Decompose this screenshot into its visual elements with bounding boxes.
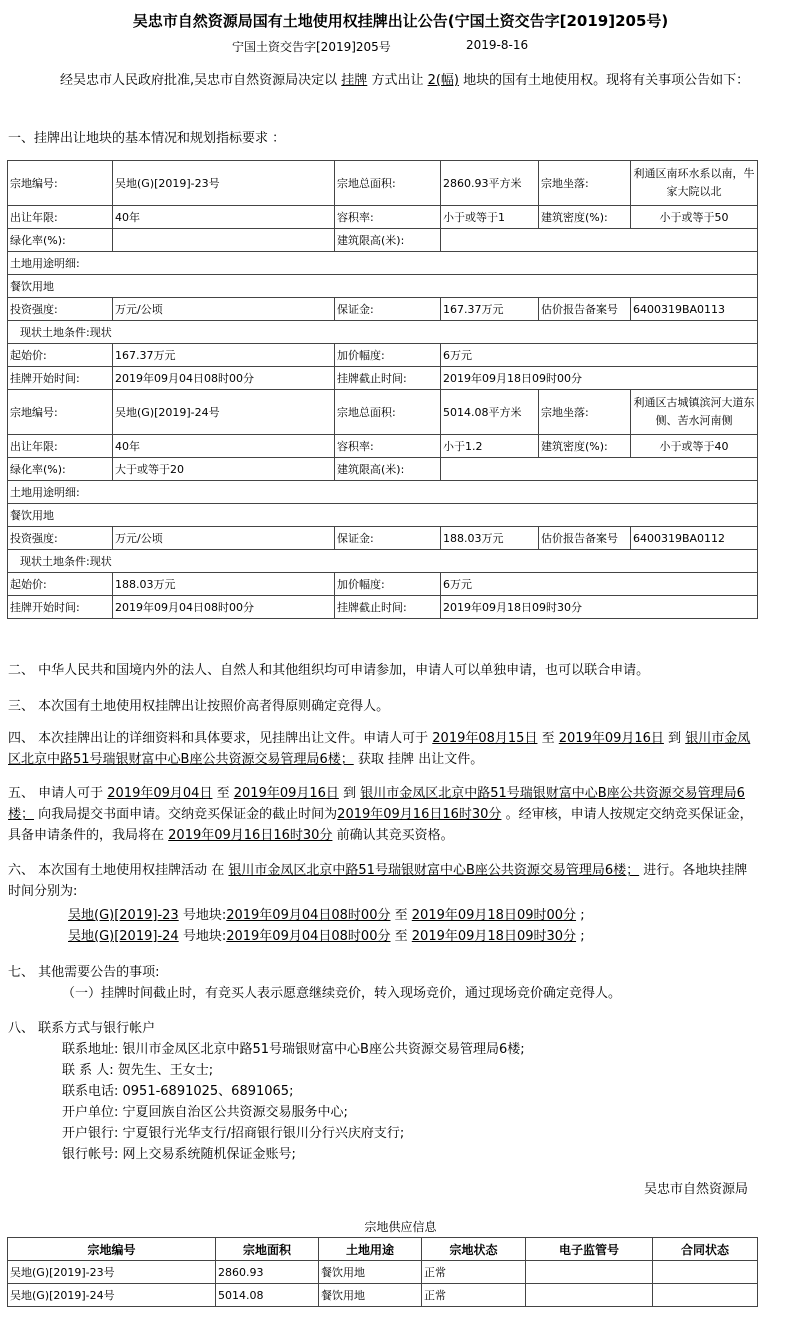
parcel-23-block [8, 161, 758, 390]
table-cell: 正常 [422, 1261, 526, 1284]
table-cell: 绿化率(%): [8, 229, 113, 252]
table-cell: 起始价: [8, 573, 113, 596]
table-cell: 2019年09月04日08时00分 [113, 596, 335, 619]
section-4 [8, 728, 760, 770]
table-cell: 现状土地条件:现状 [8, 321, 758, 344]
listing-time-row [68, 904, 585, 923]
inline-text: 2019年08月15日 [432, 731, 538, 746]
table-cell: 小于1.2 [441, 435, 539, 458]
table-cell: 挂牌截止时间: [335, 596, 441, 619]
inline-text: 2019年09月18日09时30分 [411, 929, 577, 944]
table-cell: 宗地总面积: [335, 161, 441, 206]
inline-text: 地块的国有土地使用权。现将有关事项公告如下： [463, 73, 750, 88]
table-section [8, 435, 758, 458]
table-section [8, 206, 758, 229]
section-2: 二、 中华人民共和国境内外的法人、自然人和其他组织均可申请参加，申请人可以单独申请，也可以联合申请。 [8, 663, 650, 678]
inline-text: 。经审核，申请人按规定交纳竞买保证金，具备申请条件的，我局将在 [8, 807, 753, 843]
doc-date: 2019-8-16 [466, 38, 529, 52]
table-cell [653, 1261, 758, 1284]
inline-text: 2019年09月16日16时30分 [337, 807, 502, 822]
inline-text: 获取 [357, 752, 384, 767]
table-cell: 保证金: [335, 527, 441, 550]
table-cell: 挂牌开始时间: [8, 596, 113, 619]
inline-text: 至 [216, 786, 230, 801]
table-cell: 建筑限高(米): [335, 458, 441, 481]
parcel-table [7, 160, 758, 619]
table-cell: 6万元 [441, 344, 758, 367]
table-cell: 建筑密度(%): [539, 206, 631, 229]
table-cell: 估价报告备案号 [539, 527, 631, 550]
table-section [8, 367, 758, 390]
inline-text: 经吴忠市人民政府批准,吴忠市自然资源局决定以 [60, 73, 338, 88]
table-row [8, 1261, 758, 1284]
inline-text: 银川市金凤区北京中路51号瑞银财富中心B座公共资源交易管理局6楼； [8, 731, 751, 767]
inline-text: 吴地(G)[2019]-23 [68, 908, 179, 923]
table-section [8, 458, 758, 481]
table-section [8, 275, 758, 298]
inline-text: 到 [343, 786, 357, 801]
page-title: 吴忠市自然资源局国有土地使用权挂牌出让公告(宁国土资交告字[2019]205号) [132, 12, 669, 30]
parcel-location: 利通区古城镇滨河大道东侧、苦水河南侧 [631, 390, 758, 435]
table-cell: 餐饮用地 [319, 1284, 422, 1307]
parcel-start-price: 167.37万元 [113, 344, 335, 367]
signature: 吴忠市自然资源局 [644, 1182, 749, 1197]
intro-paragraph [8, 70, 760, 91]
table-cell: 40年 [113, 206, 335, 229]
inline-text: ; [580, 929, 585, 944]
supply-title: 宗地供应信息 [364, 1220, 437, 1234]
table-cell: 40年 [113, 435, 335, 458]
table-section [8, 252, 758, 275]
parcel-deposit: 167.37万元 [441, 298, 539, 321]
account-bank: 开户银行: 宁夏银行光华支行/招商银行银川分行兴庆府支行; [62, 1126, 405, 1141]
table-cell: 投资强度: [8, 298, 113, 321]
inline-text: 2019年09月18日09时00分 [411, 908, 577, 923]
table-cell: 2019年09月18日09时00分 [441, 367, 758, 390]
section-7-item: （一）挂牌时间截止时，有竞买人表示愿意继续竞价，转入现场竞价，通过现场竞价确定竞得人。 [62, 986, 622, 1001]
table-section [8, 344, 758, 367]
inline-text: 挂牌 [341, 73, 368, 88]
table-cell: 出让年限: [8, 206, 113, 229]
inline-text: 到 [668, 731, 682, 746]
table-section [8, 161, 758, 206]
table-cell [526, 1284, 653, 1307]
table-cell: 小于或等于50 [631, 206, 758, 229]
parcel-location: 利通区南环水系以南，牛家大院以北 [631, 161, 758, 206]
inline-text: 吴地(G)[2019]-24 [68, 929, 179, 944]
table-cell: 6400319BA0113 [631, 298, 758, 321]
account-unit: 开户单位: 宁夏回族自治区公共资源交易服务中心; [62, 1105, 348, 1120]
inline-text: 2019年09月04日08时00分 [226, 908, 391, 923]
table-cell: 6400319BA0112 [631, 527, 758, 550]
parcel-no: 吴地(G)[2019]-24号 [113, 390, 335, 435]
table-cell: 土地用途明细: [8, 252, 758, 275]
table-cell: 建筑密度(%): [539, 435, 631, 458]
inline-text: 号地块: [182, 929, 227, 944]
inline-text: 向我局提交书面申请。交纳竞买保证金的截止时间为 [38, 807, 338, 822]
table-section [8, 550, 758, 573]
table-cell: 挂牌截止时间: [335, 367, 441, 390]
table-cell: 宗地坐落: [539, 390, 631, 435]
inline-text: 至 [394, 908, 408, 923]
section-5 [8, 783, 760, 846]
table-cell: 万元/公顷 [113, 298, 335, 321]
table-cell: 起始价: [8, 344, 113, 367]
parcel-24-block [8, 390, 758, 619]
inline-text: 至 [394, 929, 408, 944]
table-header-cell: 合同状态 [653, 1238, 758, 1261]
inline-text: 银川市金凤区北京中路51号瑞银财富中心B座公共资源交易管理局6楼； [228, 863, 640, 878]
table-cell: 建筑限高(米): [335, 229, 441, 252]
table-cell: 餐饮用地 [319, 1261, 422, 1284]
table-cell: 估价报告备案号 [539, 298, 631, 321]
table-cell: 挂牌开始时间: [8, 367, 113, 390]
table-cell: 大于或等于20 [113, 458, 335, 481]
table-cell: 绿化率(%): [8, 458, 113, 481]
inline-text: 四、 本次挂牌出让的详细资料和具体要求，见挂牌出让文件。申请人可于 [8, 731, 429, 746]
table-cell [113, 229, 335, 252]
table-cell: 容积率: [335, 206, 441, 229]
table-cell: 宗地编号: [8, 390, 113, 435]
inline-text: 前确认其竞买资格。 [336, 828, 454, 843]
table-cell: 小于或等于40 [631, 435, 758, 458]
table-cell [441, 229, 758, 252]
inline-text: 进行。各地块挂牌时间分别为: [8, 863, 748, 899]
table-cell: 吴地(G)[2019]-24号 [8, 1284, 216, 1307]
table-section [8, 504, 758, 527]
table-cell: 小于或等于1 [441, 206, 539, 229]
table-cell: 出让年限: [8, 435, 113, 458]
table-cell: 土地用途明细: [8, 481, 758, 504]
table-row [8, 1284, 758, 1307]
table-cell [441, 458, 758, 481]
table-header-cell: 宗地状态 [422, 1238, 526, 1261]
table-cell: 6万元 [441, 573, 758, 596]
table-cell: 2860.93 [216, 1261, 319, 1284]
inline-text: 方式出让 [371, 73, 424, 88]
table-section [8, 481, 758, 504]
table-header-cell: 宗地编号 [8, 1238, 216, 1261]
inline-text: 至 [541, 731, 555, 746]
section-6 [8, 860, 760, 902]
table-cell: 宗地总面积: [335, 390, 441, 435]
table-cell: 加价幅度: [335, 573, 441, 596]
table-section [8, 573, 758, 596]
parcel-use: 餐饮用地 [8, 504, 758, 527]
table-cell: 加价幅度: [335, 344, 441, 367]
section-3: 三、 本次国有土地使用权挂牌出让按照价高者得原则确定竞得人。 [8, 699, 390, 714]
inline-text: 挂牌 [388, 752, 415, 767]
table-cell: 2019年09月04日08时00分 [113, 367, 335, 390]
inline-text: ; [580, 908, 585, 923]
table-section [8, 1238, 758, 1307]
inline-text: 2019年09月16日16时30分 [168, 828, 333, 843]
section-1-title: 一、挂牌出让地块的基本情况和规划指标要求 ： [8, 131, 286, 146]
parcel-start-price: 188.03万元 [113, 573, 335, 596]
contact-phone: 联系电话: 0951-6891025、6891065; [62, 1084, 294, 1099]
parcel-deposit: 188.03万元 [441, 527, 539, 550]
parcel-no: 吴地(G)[2019]-23号 [113, 161, 335, 206]
supply-header-row [8, 1238, 758, 1261]
table-header-cell: 土地用途 [319, 1238, 422, 1261]
inline-text: 出让文件。 [418, 752, 484, 767]
inline-text: 2019年09月04日 [107, 786, 213, 801]
table-header-cell: 电子监管号 [526, 1238, 653, 1261]
inline-text: 2019年09月16日 [558, 731, 664, 746]
table-cell: 保证金: [335, 298, 441, 321]
table-header-cell: 宗地面积 [216, 1238, 319, 1261]
table-cell: 2019年09月18日09时30分 [441, 596, 758, 619]
inline-text: 五、 申请人可于 [8, 786, 104, 801]
section-7-title: 七、 其他需要公告的事项: [8, 965, 160, 980]
listing-time-row [68, 925, 585, 944]
inline-text: 号地块: [182, 908, 227, 923]
inline-text: 2019年09月04日08时00分 [226, 929, 391, 944]
table-cell: 5014.08 [216, 1284, 319, 1307]
table-cell [653, 1284, 758, 1307]
doc-number: 宁国土资交告字[2019]205号 [232, 40, 391, 54]
inline-text: 2019年09月16日 [233, 786, 339, 801]
parcel-area: 5014.08平方米 [441, 390, 539, 435]
table-section [8, 298, 758, 321]
table-cell: 正常 [422, 1284, 526, 1307]
contact-address: 联系地址: 银川市金凤区北京中路51号瑞银财富中心B座公共资源交易管理局6楼; [62, 1042, 525, 1057]
account-number: 银行帐号: 网上交易系统随机保证金账号; [62, 1147, 296, 1162]
table-cell: 容积率: [335, 435, 441, 458]
table-section [8, 527, 758, 550]
inline-text: 2(幅) [427, 73, 460, 88]
inline-text: 六、 本次国有土地使用权挂牌活动 在 [8, 863, 225, 878]
parcel-use: 餐饮用地 [8, 275, 758, 298]
table-cell: 现状土地条件:现状 [8, 550, 758, 573]
parcel-area: 2860.93平方米 [441, 161, 539, 206]
table-cell: 宗地坐落: [539, 161, 631, 206]
contact-person: 联 系 人: 贺先生、王女士; [62, 1063, 214, 1078]
table-cell: 宗地编号: [8, 161, 113, 206]
table-cell: 吴地(G)[2019]-23号 [8, 1261, 216, 1284]
table-cell: 投资强度: [8, 527, 113, 550]
table-section [8, 596, 758, 619]
table-cell: 万元/公顷 [113, 527, 335, 550]
table-section [8, 229, 758, 252]
table-cell [526, 1261, 653, 1284]
table-section [8, 390, 758, 435]
section-8-title: 八、 联系方式与银行帐户 [8, 1021, 156, 1036]
table-section [8, 321, 758, 344]
supply-table [7, 1237, 758, 1307]
inline-text: 银川市金凤区北京中路51号瑞银财富中心B座公共资源交易管理局6楼； [8, 786, 745, 822]
